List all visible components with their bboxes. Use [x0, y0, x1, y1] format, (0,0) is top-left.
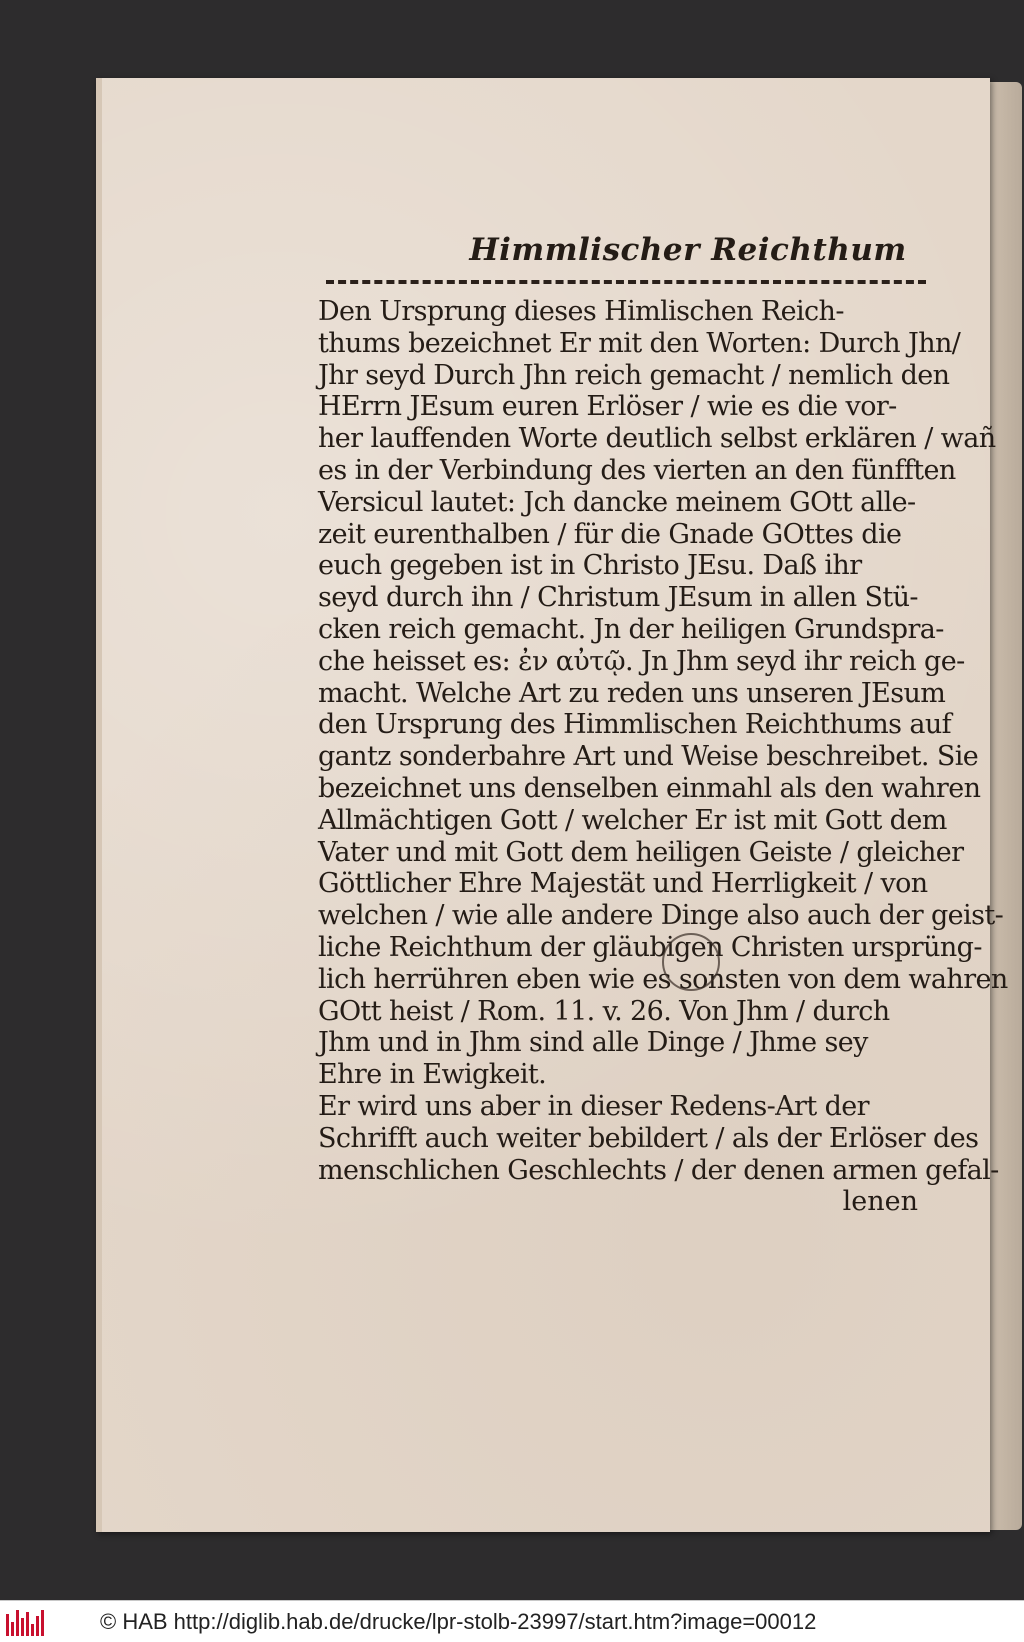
text-line: Versicul lautet: Jch dancke meinem GOtt alle- — [318, 486, 916, 518]
text-line: her lauffenden Worte deutlich selbst erklären / wañ — [318, 423, 996, 455]
text-line: Er wird uns aber in dieser Redens-Art der — [318, 1090, 869, 1122]
footer-bar — [0, 1600, 1024, 1642]
text-line: GOtt heist / Rom. 11. v. 26. Von Jhm / durch — [318, 995, 890, 1027]
text-block — [318, 228, 1018, 1218]
running-head: Himmlischer Reichthum — [469, 232, 907, 268]
text-line: Vater und mit Gott dem heiligen Geiste / gleicher — [318, 836, 964, 868]
text-line: welchen / wie alle andere Dinge also auch der geist- — [318, 900, 1004, 932]
text-line: lich herrühren eben wie es sonsten von dem wahren — [318, 963, 1008, 995]
book-page — [96, 78, 1008, 1532]
text-line: Ehre in Ewigkeit. — [318, 1059, 547, 1091]
catchword: lenen — [842, 1186, 918, 1218]
text-line: menschlichen Geschlechts / der denen armen gefal- — [318, 1154, 999, 1186]
ink-circle-mark — [662, 933, 720, 991]
hab-logo-icon — [6, 1608, 44, 1636]
text-line: Jhr seyd Durch Jhn reich gemacht / nemlich den — [318, 359, 950, 391]
text-line: Den Ursprung dieses Himlischen Reich- — [318, 296, 844, 327]
text-line: Göttlicher Ehre Majestät und Herrligkeit / von — [318, 868, 928, 900]
text-line: thums bezeichnet Er mit den Worten: Durch Jhn/ — [318, 327, 961, 359]
text-line: liche Reichthum der gläubigen Christen ursprüng- — [318, 931, 982, 963]
text-line: bezeichnet uns denselben einmahl als den wahren — [318, 772, 981, 804]
text-line: macht. Welche Art zu reden uns unseren JEsum — [318, 677, 946, 709]
text-line: zeit eurenthalben / für die Gnade GOttes die — [318, 518, 902, 550]
paragraph-2 — [318, 1090, 999, 1186]
text-line: seyd durch ihn / Christum JEsum in allen Stü- — [318, 582, 918, 614]
text-line: Allmächtigen Gott / welcher Er ist mit Gott dem — [318, 804, 947, 836]
footer-copyright: © HAB http://diglib.hab.de/drucke/lpr-stolb-23997/start.htm?image=00012 — [100, 1608, 817, 1634]
text-line: HErrn JEsum euren Erlöser / wie es die vor- — [318, 391, 897, 423]
text-line: Schrifft auch weiter bebildert / als der Erlöser des — [318, 1122, 979, 1154]
paragraph-1 — [318, 296, 1008, 1091]
text-line: es in der Verbindung des vierten an den fünfften — [318, 454, 956, 486]
text-line: che heisset es: ἐν αὐτῷ. Jn Jhm seyd ihr reich ge- — [318, 645, 965, 677]
text-line: gantz sonderbahre Art und Weise beschreibet. Sie — [318, 741, 979, 773]
text-line: Jhm und in Jhm sind alle Dinge / Jhme sey — [318, 1027, 868, 1059]
text-line: den Ursprung des Himmlischen Reichthums auf — [318, 709, 952, 741]
text-line: euch gegeben ist in Christo JEsu. Daß ihr — [318, 550, 862, 582]
text-line: cken reich gemacht. Jn der heiligen Grundspra- — [318, 613, 944, 645]
header-rule — [326, 280, 926, 284]
